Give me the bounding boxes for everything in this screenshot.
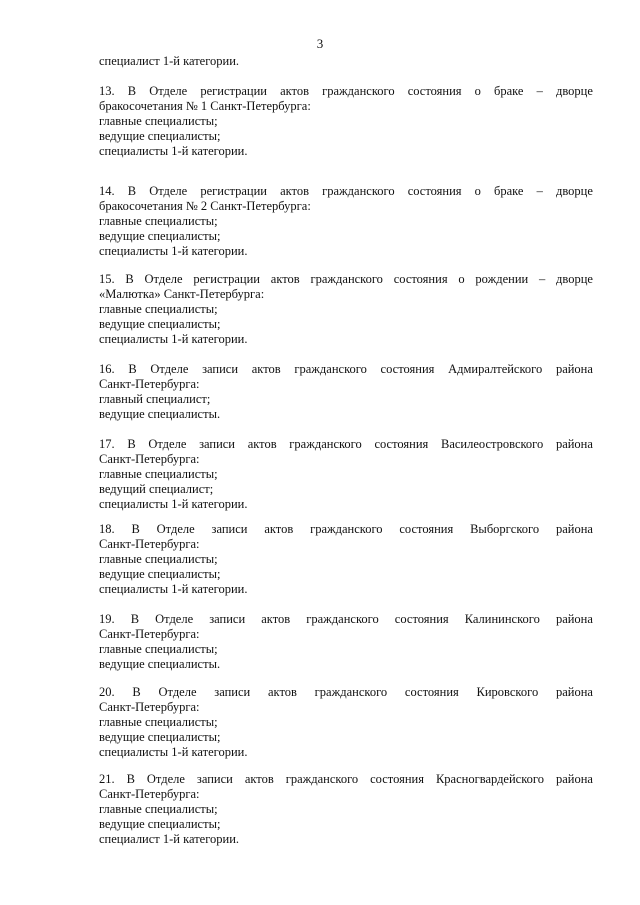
heading-word: В [127, 437, 136, 451]
heading-word: дворце [555, 184, 593, 198]
heading-word: актов [280, 84, 309, 98]
heading-word: гражданского [289, 437, 362, 451]
heading-word: В [128, 362, 137, 376]
heading-word: – [536, 84, 543, 98]
heading-word: гражданского [322, 84, 395, 98]
heading-word: актов [268, 685, 297, 699]
heading-word: 18. [99, 522, 115, 536]
heading-word: Отделе [158, 685, 197, 699]
position-item: главные специалисты; [99, 302, 218, 316]
list-section [99, 184, 593, 259]
heading-word: дворце [555, 84, 593, 98]
heading-word: 13. [99, 84, 115, 98]
heading-word: записи [202, 362, 239, 376]
heading-word: В [125, 272, 134, 286]
heading-word: состояния [370, 772, 424, 786]
heading-word: актов [264, 522, 294, 536]
list-section [99, 362, 593, 422]
list-section [99, 612, 593, 672]
heading-word: состояния [393, 272, 448, 286]
heading-word: гражданского [310, 272, 383, 286]
heading-word: 17. [99, 437, 115, 451]
heading-word: В [132, 685, 141, 699]
heading-word: 14. [99, 184, 115, 198]
position-item: главные специалисты; [99, 802, 218, 816]
heading-word: состояния [407, 84, 462, 98]
heading-word: Василеостровского [440, 437, 544, 451]
position-item: специалисты 1-й категории. [99, 582, 248, 596]
position-item: ведущие специалисты; [99, 730, 221, 744]
section-heading [99, 685, 593, 700]
heading-word: Красногвардейского [435, 772, 544, 786]
position-item: главные специалисты; [99, 552, 218, 566]
list-section [99, 272, 593, 347]
heading-word: записи [211, 522, 248, 536]
heading-word: Отделе [149, 184, 188, 198]
heading-word: гражданского [314, 685, 388, 699]
section-heading [99, 272, 593, 287]
position-item: специалисты 1-й категории. [99, 745, 248, 759]
heading-continuation: Санкт-Петербурга: [99, 452, 200, 466]
heading-word: В [131, 522, 140, 536]
heading-continuation: бракосочетания № 2 Санкт-Петербурга: [99, 199, 311, 213]
position-item: ведущие специалисты. [99, 657, 221, 671]
position-item: ведущий специалист; [99, 482, 214, 496]
heading-word: района [555, 685, 593, 699]
heading-word: Отделе [150, 362, 189, 376]
heading-word: состояния [394, 612, 449, 626]
heading-word: Кировского [476, 685, 539, 699]
heading-word: актов [247, 437, 277, 451]
position-item: ведущие специалисты; [99, 817, 221, 831]
position-item: главные специалисты; [99, 467, 218, 481]
heading-word: регистрации [193, 272, 260, 286]
section-heading [99, 612, 593, 627]
position-item: специалисты 1-й категории. [99, 144, 248, 158]
heading-word: района [555, 612, 593, 626]
heading-continuation: бракосочетания № 1 Санкт-Петербурга: [99, 99, 311, 113]
heading-word: Отделе [155, 612, 194, 626]
heading-word: гражданского [294, 362, 367, 376]
heading-word: гражданского [310, 522, 383, 536]
list-section [99, 772, 593, 847]
heading-word: рождении [475, 272, 529, 286]
position-item: специалисты 1-й категории. [99, 244, 248, 258]
heading-word: Отделе [149, 84, 188, 98]
heading-word: регистрации [200, 184, 267, 198]
heading-word: о [474, 84, 481, 98]
heading-continuation: Санкт-Петербурга: [99, 377, 200, 391]
heading-word: гражданского [285, 772, 359, 786]
heading-word: актов [251, 362, 281, 376]
heading-word: записи [196, 772, 233, 786]
heading-word: Отделе [144, 272, 183, 286]
heading-word: состояния [404, 685, 459, 699]
heading-word: гражданского [306, 612, 379, 626]
heading-word: В [130, 612, 140, 626]
heading-continuation: Санкт-Петербурга: [99, 537, 200, 551]
heading-word: гражданского [322, 184, 395, 198]
heading-word: 16. [99, 362, 115, 376]
heading-word: В [127, 84, 137, 98]
heading-continuation: Санкт-Петербурга: [99, 787, 200, 801]
position-item: ведущие специалисты; [99, 129, 221, 143]
position-item: специалисты 1-й категории. [99, 497, 248, 511]
list-section [99, 685, 593, 760]
list-section [99, 437, 593, 512]
heading-word: регистрации [200, 84, 267, 98]
heading-word: 20. [99, 685, 115, 699]
position-item: ведущие специалисты; [99, 317, 221, 331]
heading-continuation: Санкт-Петербурга: [99, 700, 200, 714]
position-item: главные специалисты; [99, 214, 218, 228]
heading-word: записи [214, 685, 251, 699]
page-number: 3 [316, 36, 324, 51]
heading-word: 19. [99, 612, 115, 626]
heading-word: актов [280, 184, 309, 198]
position-item: специалист 1-й категории. [99, 832, 240, 846]
heading-word: состояния [380, 362, 435, 376]
heading-word: В [126, 772, 135, 786]
position-item: ведущие специалисты; [99, 229, 221, 243]
position-item: специалисты 1-й категории. [99, 332, 248, 346]
section-heading [99, 362, 593, 377]
list-section [99, 84, 593, 159]
heading-word: района [555, 437, 593, 451]
heading-word: Отделе [146, 772, 185, 786]
heading-word: района [555, 522, 593, 536]
heading-word: о [458, 272, 465, 286]
heading-word: состояния [374, 437, 429, 451]
heading-word: записи [199, 437, 235, 451]
position-item: главный специалист; [99, 392, 211, 406]
heading-word: Отделе [156, 522, 195, 536]
heading-word: состояния [407, 184, 462, 198]
section-heading [99, 84, 593, 99]
section-heading [99, 184, 593, 199]
heading-word: района [555, 362, 593, 376]
section-heading [99, 772, 593, 787]
heading-word: актов [261, 612, 291, 626]
top-line: специалист 1-й категории. [99, 54, 240, 68]
heading-word: 21. [99, 772, 115, 786]
heading-word: Адмиралтейского [448, 362, 543, 376]
section-heading [99, 437, 593, 452]
heading-word: состояния [399, 522, 454, 536]
heading-word: Отделе [148, 437, 187, 451]
heading-word: В [127, 184, 137, 198]
section-heading [99, 522, 593, 537]
heading-word: 15. [99, 272, 115, 286]
position-item: ведущие специалисты. [99, 407, 221, 421]
heading-word: браке [494, 184, 524, 198]
position-item: ведущие специалисты; [99, 567, 221, 581]
heading-word: актов [244, 772, 274, 786]
heading-word: района [555, 772, 593, 786]
heading-word: – [536, 184, 543, 198]
heading-continuation: Санкт-Петербурга: [99, 627, 200, 641]
position-item: главные специалисты; [99, 114, 218, 128]
heading-continuation: «Малютка» Санкт-Петербурга: [99, 287, 265, 301]
position-item: главные специалисты; [99, 642, 218, 656]
heading-word: о [474, 184, 481, 198]
position-item: главные специалисты; [99, 715, 218, 729]
heading-word: Выборгского [470, 522, 540, 536]
heading-word: – [538, 272, 546, 286]
list-section [99, 522, 593, 597]
heading-word: актов [270, 272, 300, 286]
heading-word: Калининского [464, 612, 540, 626]
heading-word: дворце [556, 272, 593, 286]
heading-word: записи [209, 612, 246, 626]
heading-word: браке [494, 84, 524, 98]
